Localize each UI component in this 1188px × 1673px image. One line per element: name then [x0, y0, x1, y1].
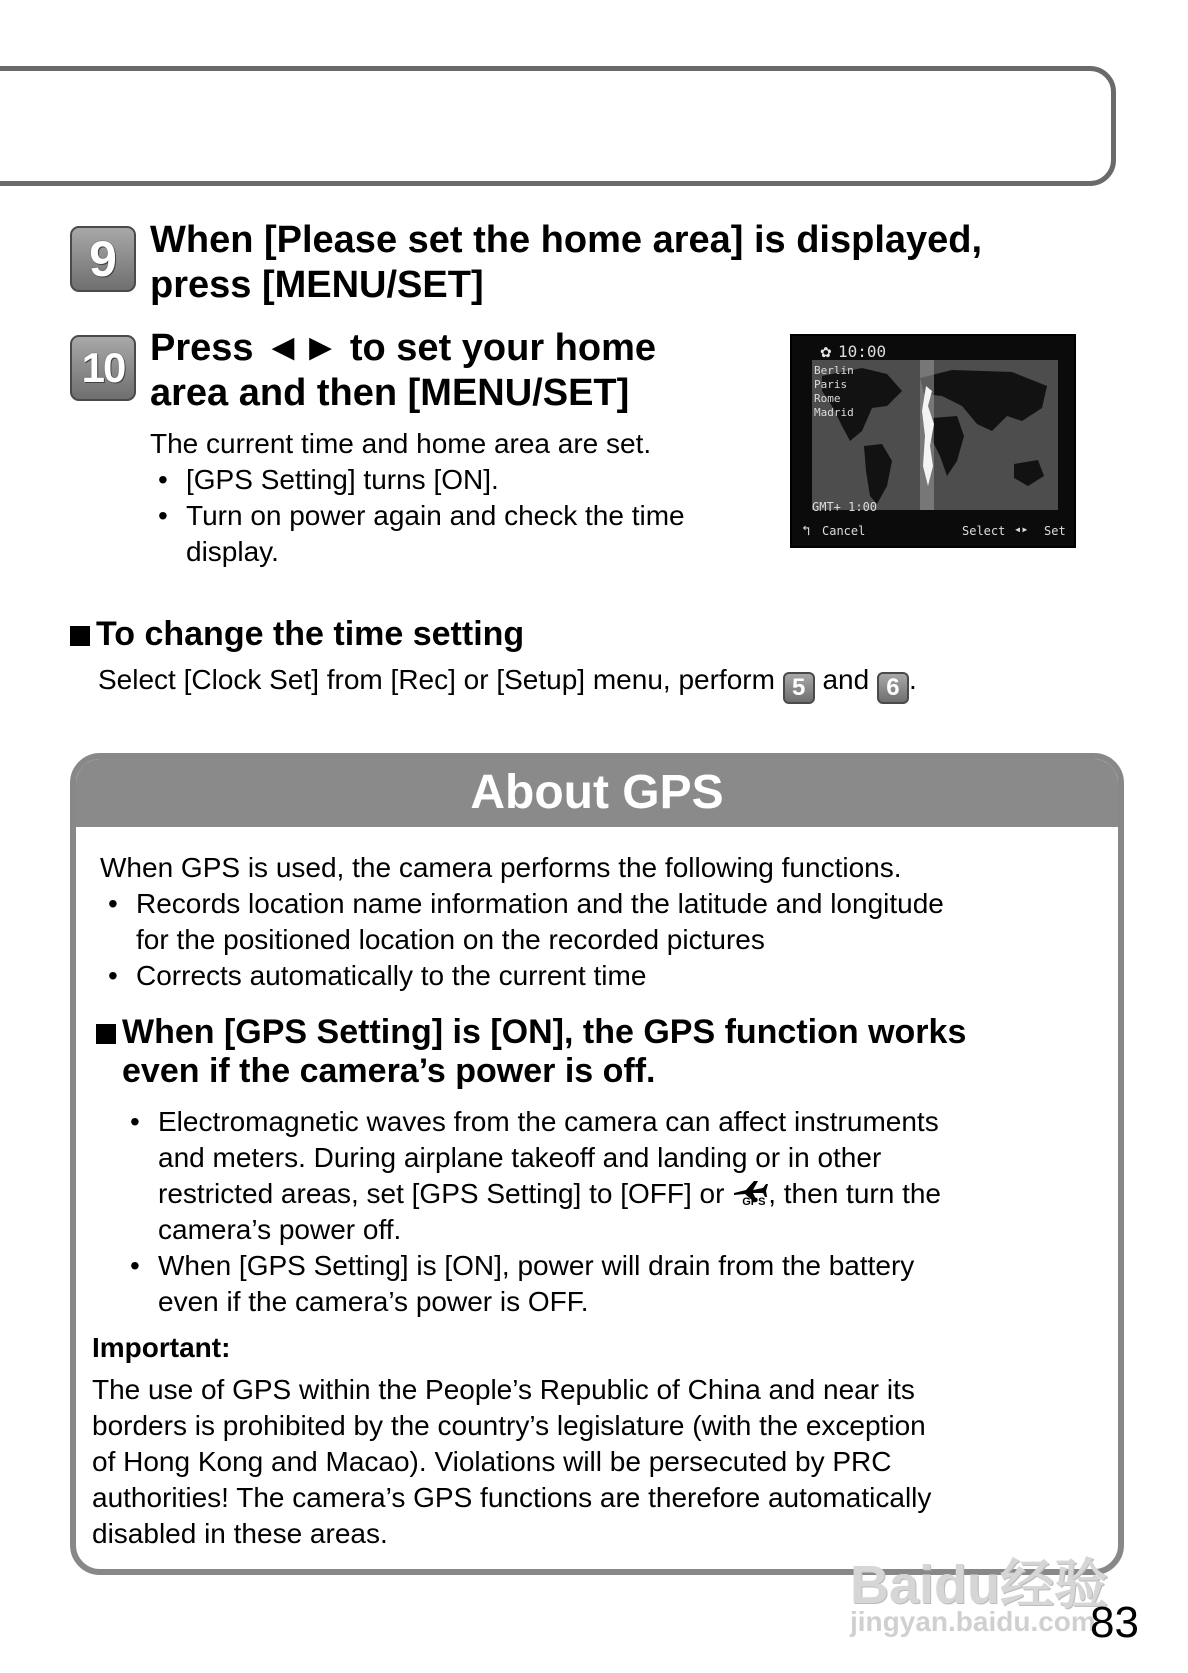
gps-note-1: [130, 1104, 1110, 1140]
svg-text:✿: ✿: [820, 345, 832, 361]
step-10-bullet-2-continuation: display.: [186, 536, 279, 567]
lcd-gmt: GMT+ 1:00: [812, 500, 878, 514]
lcd-set: Set: [1044, 524, 1066, 538]
lcd-city-1: Berlin: [814, 364, 854, 377]
lcd-select: Select: [962, 524, 1006, 538]
bullet-text: Electromagnetic waves from the camera can affect instruments: [158, 1106, 939, 1137]
gps-note-2-line2: even if the camera’s power is OFF.: [158, 1286, 589, 1317]
airplane-gps-icon: [732, 1179, 768, 1209]
bullet-text: Records location name information and the latitude and longitude: [136, 888, 944, 919]
step-9-number: 9: [89, 231, 117, 287]
lcd-city-4: Madrid: [814, 406, 854, 419]
gps-function-1: [108, 886, 1108, 922]
camera-lcd-screenshot: [790, 334, 1076, 548]
change-time-heading-text: To change the time setting: [96, 615, 525, 653]
lcd-time: 10:00: [838, 342, 887, 361]
step-10-title-line2: area and then [MENU/SET]: [150, 372, 630, 414]
step-10-title-line1: Press ◄► to set your home: [150, 327, 657, 369]
gps-icon-label: GPS: [742, 1196, 766, 1208]
gps-subheading-line2: even if the camera’s power is off.: [122, 1052, 656, 1090]
change-time-heading: [70, 614, 524, 654]
bullet-dot: •: [108, 960, 118, 991]
about-gps-header: About GPS: [76, 759, 1118, 827]
important-line-4: authorities! The camera’s GPS functions are therefore automatically: [92, 1482, 932, 1513]
important-line-5: disabled in these areas.: [92, 1518, 388, 1549]
bullet-text: When [GPS Setting] is [ON], power will drain from the battery: [158, 1250, 915, 1281]
square-bullet-icon: [96, 1024, 116, 1044]
lcd-cancel: Cancel: [822, 524, 866, 538]
change-time-and: and: [822, 664, 870, 695]
bullet-dot: •: [158, 500, 168, 531]
baidu-watermark-brand: Baidu经验: [850, 1555, 1109, 1615]
lcd-cancel-icon: ↰: [802, 523, 811, 539]
gps-subheading-text-1: When [GPS Setting] is [ON], the GPS function works: [122, 1013, 967, 1051]
baidu-watermark-url: jingyan.baidu.com: [850, 1606, 1096, 1637]
important-line-1: The use of GPS within the People’s Republic of China and near its: [92, 1374, 915, 1405]
lcd-city-3: Rome: [814, 392, 841, 405]
step-ref-6-badge: 6: [877, 672, 909, 704]
step-10-number: 10: [81, 344, 125, 391]
important-line-2: borders is prohibited by the country’s legislature (with the exception: [92, 1410, 926, 1441]
step-10-bullet-2: [158, 498, 768, 534]
change-time-instruction: Select [Clock Set] from [Rec] or [Setup] menu, perform: [98, 664, 775, 695]
gps-note-1-line3-tail: , then turn the: [768, 1178, 942, 1209]
gps-note-1-line2: and meters. During airplane takeoff and landing or in other: [158, 1142, 882, 1173]
square-bullet-icon: [70, 626, 90, 646]
change-time-period: .: [908, 664, 917, 695]
gps-function-1-continuation: for the positioned location on the recorded pictures: [136, 924, 765, 955]
lcd-city-2: Paris: [814, 378, 848, 391]
gps-note-1-line3-text: restricted areas, set [GPS Setting] to [OFF] or: [158, 1178, 725, 1209]
bullet-text: [GPS Setting] turns [ON].: [186, 464, 499, 495]
step-9-badge: [70, 226, 136, 292]
step-10-badge: [70, 335, 136, 401]
gps-note-1-line3: [158, 1176, 1118, 1212]
gps-note-1-line4: camera’s power off.: [158, 1214, 402, 1245]
gps-subheading-line1: [96, 1012, 1106, 1052]
bullet-dot: •: [158, 464, 168, 495]
step-ref-5-badge: 5: [783, 672, 815, 704]
top-frame-box: [0, 66, 1116, 186]
gps-function-2: [108, 958, 1108, 994]
step-9-title-line2: press [MENU/SET]: [150, 264, 484, 306]
bullet-dot: •: [130, 1250, 140, 1281]
step-10-body: The current time and home area are set.: [150, 428, 652, 459]
bullet-text: Turn on power again and check the time: [186, 500, 685, 531]
important-line-3: of Hong Kong and Macao). Violations will be persecuted by PRC: [92, 1446, 892, 1477]
step-10-bullet-1: [158, 462, 768, 498]
about-gps-box: [70, 753, 1124, 1575]
gps-note-2: [130, 1248, 1110, 1284]
bullet-text: Corrects automatically to the current time: [136, 960, 647, 991]
lcd-arrows-icon: ◂▸: [1014, 522, 1029, 536]
bullet-dot: •: [130, 1106, 140, 1137]
bullet-dot: •: [108, 888, 118, 919]
step-9-title-line1: When [Please set the home area] is displayed,: [150, 219, 983, 261]
page-number: 83: [1090, 1598, 1139, 1647]
change-time-text: [98, 662, 1098, 704]
important-label: Important:: [92, 1332, 231, 1363]
gps-intro: When GPS is used, the camera performs the following functions.: [100, 852, 902, 883]
